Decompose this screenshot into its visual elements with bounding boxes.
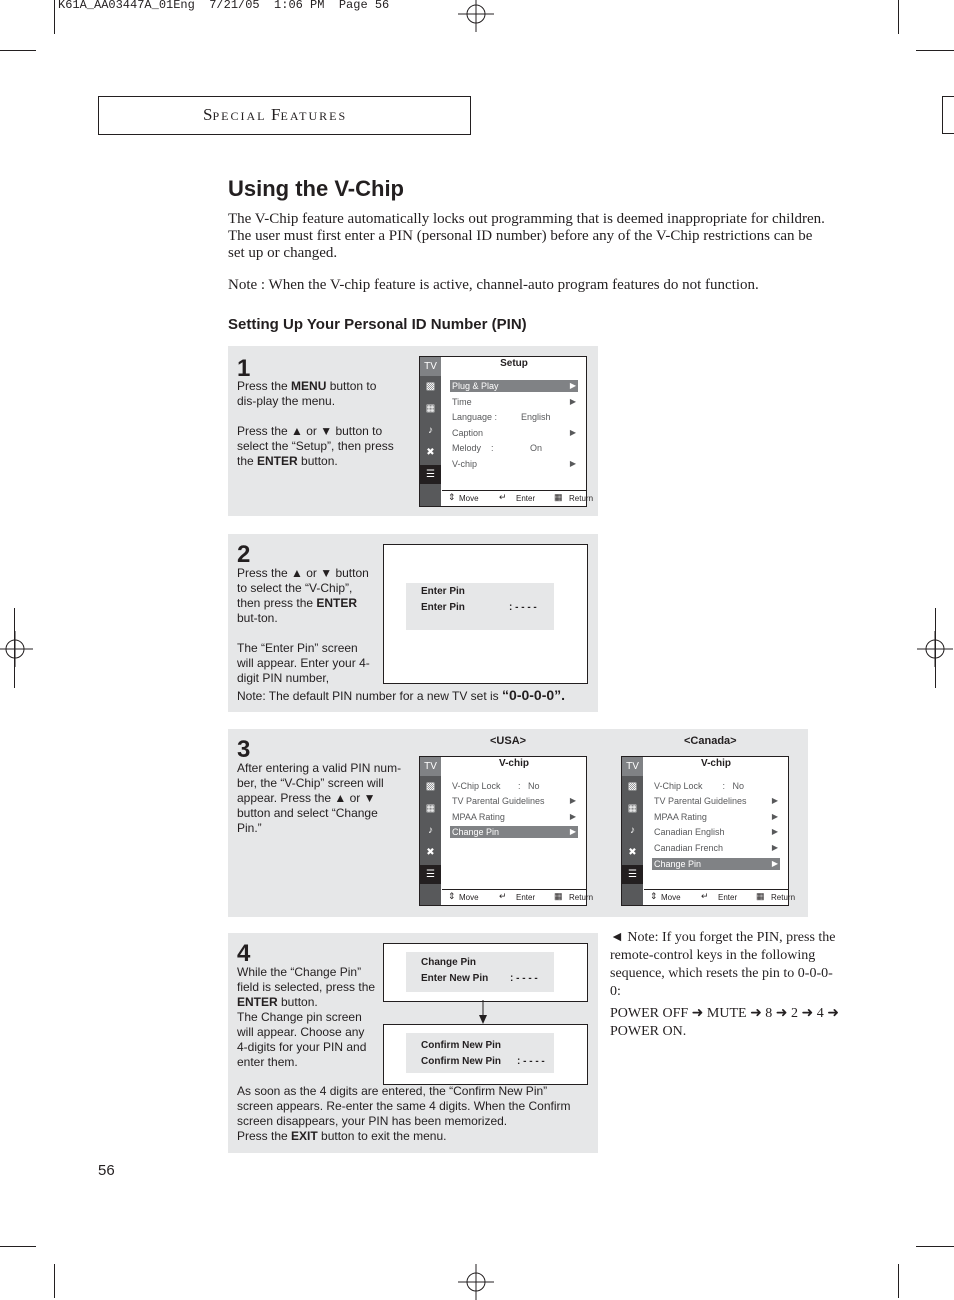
menu-title: Setup bbox=[500, 358, 528, 369]
sound-bars-icon: ▦ bbox=[425, 803, 436, 814]
picture-icon: ▩ bbox=[425, 781, 436, 792]
vchip-note: Note : When the V-chip feature is active, channel-auto program features do not function. bbox=[228, 277, 759, 293]
crop-mark bbox=[898, 1264, 899, 1298]
step-4-panel bbox=[228, 933, 598, 1153]
tv-icon: TV bbox=[622, 757, 643, 776]
pin-field-label: Enter Pin bbox=[421, 602, 465, 613]
move-icon: ⇕ bbox=[448, 891, 456, 901]
step-3-text: After entering a valid PIN num-ber, the “V-Chip” screen will appear. Press the ▲ or ▼ button and select “Change Pin.” bbox=[237, 761, 402, 835]
enter-label: Enter bbox=[516, 494, 536, 503]
enter-icon: ↵ bbox=[701, 891, 709, 901]
change-pin-screen bbox=[383, 943, 588, 1002]
menu-title: V-chip bbox=[700, 758, 731, 769]
return-icon: ▦ bbox=[756, 891, 765, 901]
speaker-icon: ♪ bbox=[428, 425, 433, 436]
page-title: Using the V-Chip bbox=[228, 176, 404, 201]
menu-item[interactable]: TV Parental Guidelines ▶ bbox=[452, 796, 576, 806]
menu-item[interactable]: V-Chip Lock : No bbox=[452, 781, 540, 791]
pin-dialog-title: Change Pin bbox=[421, 957, 477, 968]
tv-icon: TV bbox=[420, 357, 441, 376]
tv-icon: TV bbox=[420, 757, 441, 776]
menu-footer bbox=[442, 490, 594, 506]
vchip-usa-screen bbox=[419, 756, 594, 906]
menu-footer bbox=[442, 889, 594, 905]
menu-title: V-chip bbox=[498, 758, 529, 769]
menu-item[interactable]: Time ▶ bbox=[452, 397, 576, 407]
step-2-panel bbox=[228, 534, 598, 712]
antenna-icon: ✖ bbox=[628, 847, 637, 858]
move-label: Move bbox=[459, 494, 479, 503]
menu-sidebar bbox=[420, 357, 441, 506]
enter-label: Enter bbox=[718, 893, 738, 902]
registration-mark-icon bbox=[458, 0, 494, 32]
return-label: Return bbox=[569, 494, 594, 503]
pin-field-label: Confirm New Pin bbox=[421, 1056, 502, 1067]
pin-dialog bbox=[406, 1033, 554, 1073]
crop-mark bbox=[0, 1246, 36, 1247]
antenna-icon: ✖ bbox=[426, 447, 435, 458]
crop-mark bbox=[916, 1246, 954, 1247]
sound-bars-icon: ▦ bbox=[425, 403, 436, 414]
default-pin-note: Note: The default PIN number for a new TV set is “0-0-0-0”. bbox=[237, 687, 566, 703]
canada-label: <Canada> bbox=[684, 735, 737, 747]
step-1-panel bbox=[228, 346, 598, 516]
menu-item[interactable]: Change Pin ▶ bbox=[654, 859, 778, 869]
setup-icon: ☰ bbox=[420, 865, 441, 884]
section-header bbox=[98, 96, 471, 135]
move-label: Move bbox=[661, 893, 681, 902]
menu-sidebar bbox=[622, 757, 643, 905]
menu-sidebar bbox=[420, 757, 441, 905]
return-label: Return bbox=[569, 893, 594, 902]
setup-icon: ☰ bbox=[622, 865, 643, 884]
step-3-panel bbox=[228, 729, 808, 917]
menu-item[interactable]: Canadian French ▶ bbox=[654, 843, 778, 853]
down-arrow-icon bbox=[478, 1000, 488, 1025]
step-number: 3 bbox=[237, 736, 251, 763]
step-number: 2 bbox=[237, 541, 251, 568]
step-number: 1 bbox=[237, 355, 251, 382]
registration-mark-icon bbox=[458, 1264, 494, 1300]
vchip-canada-screen bbox=[621, 756, 796, 906]
reset-sequence: POWER OFF ➜ MUTE ➜ 8 ➜ 2 ➜ 4 ➜ POWER ON. bbox=[610, 1006, 839, 1039]
menu-item[interactable]: Language : English bbox=[452, 412, 551, 422]
picture-icon: ▩ bbox=[627, 781, 638, 792]
crop-mark bbox=[898, 0, 899, 34]
pin-field-value[interactable]: : - - - - bbox=[517, 1056, 545, 1067]
menu-item[interactable]: Plug & Play ▶ bbox=[452, 381, 576, 391]
step-2-text: Press the ▲ or ▼ button to select the “V-Chip”, then press the ENTER but-ton. The “Enter Pin” screen will appear. Enter your 4-digit PIN number, bbox=[237, 566, 370, 685]
move-icon: ⇕ bbox=[650, 891, 658, 901]
pin-field-value[interactable]: : - - - - bbox=[509, 602, 537, 613]
usa-label: <USA> bbox=[490, 735, 527, 747]
step-4-confirm-text: As soon as the 4 digits are entered, the “Confirm New Pin” screen appears. Re-enter the same 4 digits. When the Confirm screen disappears, your PIN has been memorized. Press the EXIT button to exit the menu. bbox=[237, 1084, 571, 1143]
menu-item[interactable]: V-chip ▶ bbox=[452, 459, 576, 469]
menu-item[interactable]: MPAA Rating ▶ bbox=[654, 812, 778, 822]
pin-dialog-title: Confirm New Pin bbox=[421, 1040, 502, 1051]
crop-mark bbox=[54, 1264, 55, 1298]
section-label: SPECIAL FEATURES bbox=[203, 105, 348, 124]
speaker-icon: ♪ bbox=[428, 825, 433, 836]
return-label: Return bbox=[771, 893, 796, 902]
setup-icon: ☰ bbox=[420, 465, 441, 484]
enter-pin-screen bbox=[383, 544, 588, 684]
menu-item[interactable]: Change Pin ▶ bbox=[452, 827, 576, 837]
step-4-text: While the “Change Pin” field is selected, press the ENTER button. The Change pin screen will appear. Choose any 4-digits for your PIN and enter them. bbox=[237, 965, 376, 1069]
enter-label: Enter bbox=[516, 893, 536, 902]
return-icon: ▦ bbox=[554, 891, 563, 901]
registration-mark-icon bbox=[0, 631, 33, 667]
move-label: Move bbox=[459, 893, 479, 902]
menu-item[interactable]: Canadian English ▶ bbox=[654, 827, 778, 837]
pin-dialog bbox=[406, 583, 554, 630]
step-1-text: Press the MENU button to dis-play the menu. Press the ▲ or ▼ button to select the “Setup”, then press the ENTER button. bbox=[237, 379, 394, 468]
pin-dialog bbox=[406, 952, 554, 992]
move-icon: ⇕ bbox=[448, 492, 456, 502]
setup-menu-screen bbox=[419, 356, 594, 507]
print-slug: K61A_AA03447A_01Eng 7/21/05 1:06 PM Page 56 bbox=[58, 0, 390, 12]
menu-item[interactable]: Melody : On bbox=[452, 443, 543, 453]
forgot-pin-note-text: ◄ Note: If you forget the PIN, press the remote-control keys in the following sequence, which resets the pin to 0-0-0-0: bbox=[610, 930, 836, 999]
thumb-tab bbox=[942, 96, 954, 134]
pin-field-label: Enter New Pin bbox=[421, 973, 489, 984]
menu-item[interactable]: TV Parental Guidelines ▶ bbox=[654, 796, 778, 806]
registration-mark-icon bbox=[917, 631, 953, 667]
speaker-icon: ♪ bbox=[630, 825, 635, 836]
picture-icon: ▩ bbox=[425, 381, 436, 392]
crop-mark bbox=[916, 50, 954, 51]
menu-item[interactable]: MPAA Rating ▶ bbox=[452, 812, 576, 822]
crop-mark bbox=[54, 0, 55, 34]
sound-bars-icon: ▦ bbox=[627, 803, 638, 814]
enter-icon: ↵ bbox=[499, 891, 507, 901]
menu-item[interactable]: Caption ▶ bbox=[452, 428, 576, 438]
pin-dialog-title: Enter Pin bbox=[421, 586, 465, 597]
enter-icon: ↵ bbox=[499, 492, 507, 502]
menu-footer bbox=[644, 889, 796, 905]
return-icon: ▦ bbox=[554, 492, 563, 502]
section-subheading: Setting Up Your Personal ID Number (PIN) bbox=[228, 316, 527, 333]
menu-item[interactable]: V-Chip Lock : No bbox=[654, 781, 745, 791]
pin-field-value[interactable]: : - - - - bbox=[510, 973, 538, 984]
confirm-pin-screen bbox=[383, 1024, 588, 1085]
intro-paragraph: The V-Chip feature automatically locks out programming that is deemed inappropriate for children. The user must first enter a PIN (personal ID number) before any of the V-Chip restrictions can be set up or changed. bbox=[228, 211, 825, 261]
forgot-pin-note bbox=[610, 929, 840, 1041]
antenna-icon: ✖ bbox=[426, 847, 435, 858]
step-number: 4 bbox=[237, 940, 251, 967]
crop-mark bbox=[0, 50, 36, 51]
page-number: 56 bbox=[98, 1162, 115, 1179]
